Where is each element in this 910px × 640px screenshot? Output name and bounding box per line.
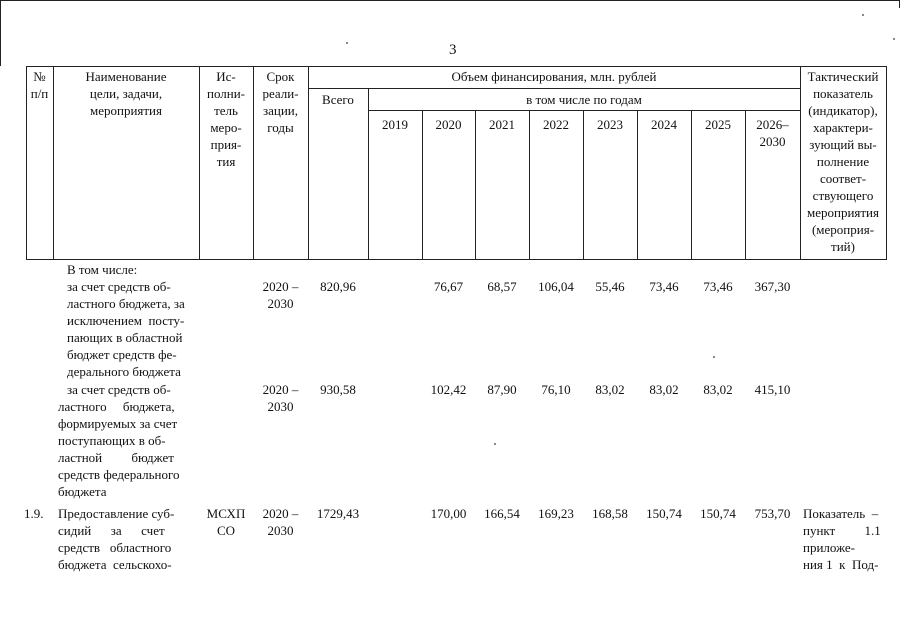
header-year: 2026– 2030 — [756, 117, 789, 149]
row-value: 170,00 — [430, 506, 467, 521]
row-indicator-line: приложе- — [803, 540, 855, 555]
row-term: 2020 – 2030 — [262, 506, 299, 538]
header-col-no: № п/п — [30, 69, 49, 101]
header-year: 2024 — [651, 117, 677, 132]
row-term: 2020 – 2030 — [262, 382, 299, 414]
row-value: 166,54 — [484, 506, 520, 521]
row-value: 102,42 — [430, 382, 467, 397]
header-year: 2021 — [489, 117, 515, 132]
row-value: 753,70 — [754, 506, 791, 521]
row-value: 150,74 — [700, 506, 736, 521]
page-frame-left — [0, 0, 1, 66]
header-year: 2023 — [597, 117, 623, 132]
row-name-line: средств федерального — [58, 467, 180, 482]
row-total: 930,58 — [320, 382, 356, 397]
row-name-line: бюджета сельскохо- — [58, 557, 172, 572]
row-name-line: сидий за счет — [58, 523, 165, 538]
row-exec: МСХП СО — [206, 506, 246, 538]
row-value: 367,30 — [754, 279, 791, 294]
header-year: 2019 — [382, 117, 408, 132]
header-col-total: Всего — [322, 92, 354, 107]
row-value: 73,46 — [703, 279, 733, 294]
row-value: 76,10 — [541, 382, 571, 397]
row-name-line: бюджета — [58, 484, 107, 499]
row-name-line: за счет средств об- — [67, 382, 171, 397]
scan-speck — [713, 356, 715, 358]
row-name-line: ластного бюджета, — [58, 399, 175, 414]
scan-speck — [346, 42, 348, 44]
row-name-line: Предоставление суб- — [58, 506, 175, 521]
scan-speck — [862, 14, 864, 16]
row-value: 83,02 — [703, 382, 733, 397]
header-col-exec: Ис- полни- тель меро- прия- тия — [206, 69, 246, 169]
page-frame-top — [0, 0, 900, 1]
volume-sub-line — [308, 88, 800, 89]
row-name-line: В том числе: — [67, 262, 138, 277]
header-bottom-line — [26, 259, 886, 260]
row-indicator-line: ния 1 к Под- — [803, 557, 879, 572]
row-indicator-line: пункт 1.1 — [803, 523, 881, 538]
row-value: 169,23 — [538, 506, 574, 521]
years-top-line — [368, 110, 800, 111]
row-indicator-line: Показатель – — [803, 506, 879, 521]
grid-v — [368, 88, 369, 260]
row-name-line: бюджет средств фе- — [67, 347, 177, 362]
row-value: 55,46 — [595, 279, 625, 294]
header-col-by-years: в том числе по годам — [526, 92, 642, 107]
row-total: 820,96 — [320, 279, 356, 294]
row-name-line: средств областного — [58, 540, 172, 555]
grid-v — [886, 66, 887, 260]
header-col-volume: Объем финансирования, млн. рублей — [451, 69, 657, 84]
row-term: 2020 – 2030 — [262, 279, 299, 311]
row-total: 1729,43 — [316, 506, 360, 521]
row-value: 150,74 — [646, 506, 682, 521]
row-value: 83,02 — [649, 382, 679, 397]
row-name-line: исключением посту- — [67, 313, 185, 328]
row-value: 87,90 — [487, 382, 517, 397]
row-value: 106,04 — [538, 279, 574, 294]
row-name-line: дерального бюджета — [67, 364, 181, 379]
header-year: 2020 — [435, 117, 462, 132]
row-value: 168,58 — [592, 506, 628, 521]
row-value: 415,10 — [754, 382, 791, 397]
row-value: 83,02 — [595, 382, 625, 397]
header-year: 2022 — [543, 117, 569, 132]
header-top-line — [26, 66, 886, 67]
row-value: 76,67 — [433, 279, 464, 294]
header-col-term: Срок реали- зации, годы — [262, 69, 299, 135]
row-value: 68,57 — [487, 279, 517, 294]
row-number: 1.9. — [24, 506, 44, 521]
row-name-line: ластной бюджет — [58, 450, 174, 465]
header-year: 2025 — [705, 117, 731, 132]
page-number: 3 — [449, 42, 457, 58]
header-col-name: Наименование цели, задачи, мероприятия — [85, 69, 167, 118]
scan-speck — [893, 38, 895, 40]
row-value: 73,46 — [649, 279, 679, 294]
header-col-indicator: Тактический показатель (индикатор), характери- зующий вы- полнение соответ- ствующего мероприятия (мероприя- тий) — [806, 69, 879, 254]
row-name-line: поступающих в об- — [58, 433, 166, 448]
scan-speck — [494, 443, 496, 445]
row-name-line: за счет средств об- — [67, 279, 171, 294]
row-name-line: формируемых за счет — [58, 416, 178, 431]
page-frame-right — [899, 0, 900, 8]
row-name-line: ластного бюджета, за — [67, 296, 185, 311]
row-name-line: пающих в областной — [67, 330, 183, 345]
